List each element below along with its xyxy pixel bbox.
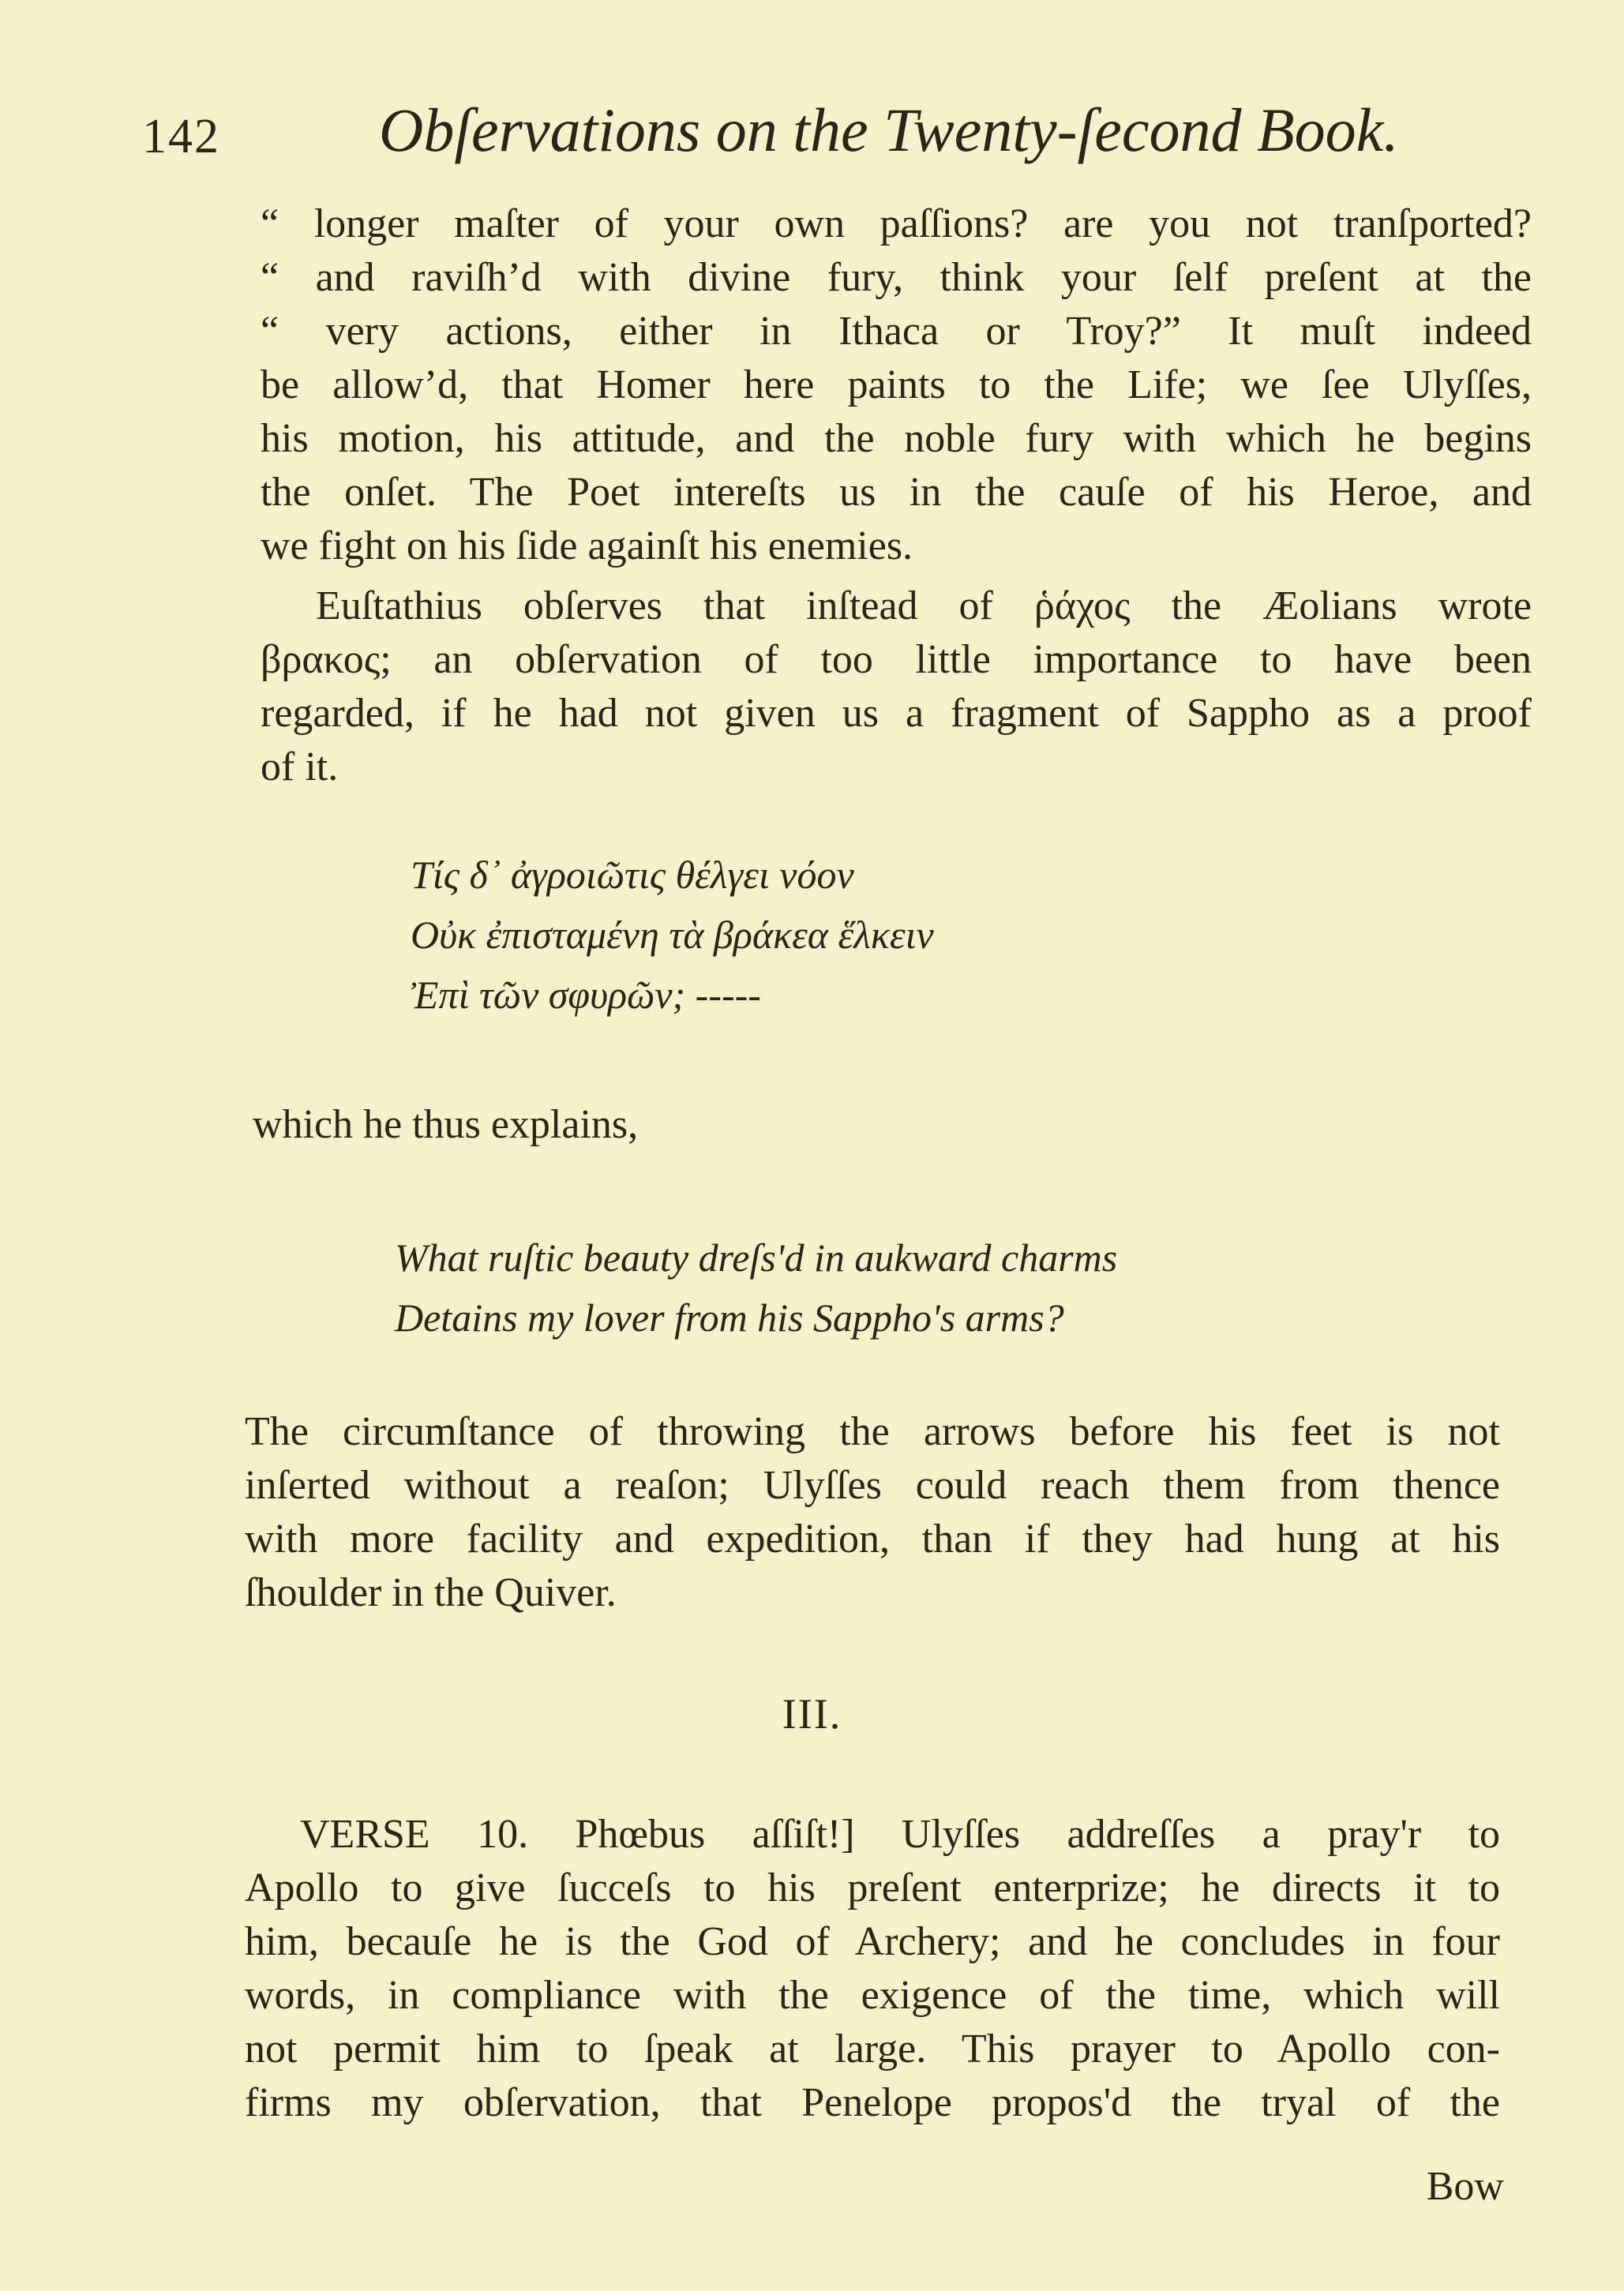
page-header bbox=[142, 95, 1500, 182]
greek-line: Τίς δ᾽ ἀγροιῶτις θέλγει νόον bbox=[411, 853, 854, 897]
text-line: him, becauſe he is the God of Archery; and he concludes in four bbox=[245, 1919, 1500, 1964]
verse-line: Detains my lover from his Sappho's arms? bbox=[395, 1295, 1064, 1340]
text-line: Apollo to give ſucceſs to his preſent enterprize; he directs it to bbox=[245, 1865, 1500, 1910]
text-line: “ very actions, either in Ithaca or Troy?” It muſt indeed bbox=[261, 309, 1532, 354]
page-number: 142 bbox=[142, 110, 220, 163]
verse-line: What ruſtic beauty dreſs'd in aukward charms bbox=[395, 1235, 1118, 1280]
text-line: be allow’d, that Homer here paints to the Life; we ſee Ulyſſes, bbox=[261, 362, 1532, 407]
paragraph-eustathius bbox=[261, 579, 1532, 794]
text-line: firms my obſervation, that Penelope propos'd the tryal of the bbox=[245, 2080, 1500, 2125]
paragraph-arrows bbox=[245, 1405, 1500, 1620]
text-line: inſerted without a reaſon; Ulyſſes could reach them from thence bbox=[245, 1463, 1500, 1508]
text-line: of it. bbox=[261, 744, 339, 789]
text-line: The circumſtance of throwing the arrows before his feet is not bbox=[245, 1409, 1500, 1454]
text-line: “ and raviſh’d with divine fury, think your ſelf preſent at the bbox=[261, 255, 1532, 300]
text-line: VERSE 10. Phœbus aſſiſt!] Ulyſſes addreſſes a pray'r to bbox=[300, 1812, 1500, 1857]
text-line: regarded, if he had not given us a fragment of Sappho as a proof bbox=[261, 691, 1532, 736]
catchword: Bow bbox=[1426, 2164, 1504, 2209]
paragraph-verse-ten bbox=[245, 1808, 1500, 2130]
paragraph-continued-quotation bbox=[261, 197, 1532, 573]
text-line: “ longer maſter of your own paſſions? are you not tranſported? bbox=[261, 201, 1532, 246]
verse-translation bbox=[395, 1228, 1117, 1348]
greek-quotation bbox=[411, 845, 934, 1025]
text-line: we fight on his ſide againſt his enemies. bbox=[261, 523, 913, 568]
text-line: his motion, his attitude, and the noble fury with which he begins bbox=[261, 416, 1532, 461]
greek-line: Ἐπὶ τῶν σφυρῶν; ----- bbox=[411, 973, 761, 1017]
greek-line: Οὐκ ἐπισταμένη τὰ βράκεα ἕλκειν bbox=[411, 913, 934, 957]
text-line: with more facility and expedition, than if they had hung at his bbox=[245, 1517, 1500, 1562]
lead-in-text: which he thus explains, bbox=[253, 1102, 639, 1147]
text-line: βρακος; an obſervation of too little importance to have been bbox=[261, 637, 1532, 682]
section-number: III. bbox=[782, 1690, 842, 1738]
text-line: words, in compliance with the exigence of the time, which will bbox=[245, 1973, 1500, 2018]
text-line: the onſet. The Poet intereſts us in the cauſe of his Heroe, and bbox=[261, 470, 1532, 515]
text-line: not permit him to ſpeak at large. This prayer to Apollo con- bbox=[245, 2027, 1500, 2072]
running-head: Obſervations on the Twenty-ſecond Book. bbox=[379, 96, 1399, 164]
text-line: Euſtathius obſerves that inſtead of ῥάχος the Æolians wrote bbox=[316, 583, 1532, 628]
text-line: ſhoulder in the Quiver. bbox=[245, 1570, 617, 1615]
